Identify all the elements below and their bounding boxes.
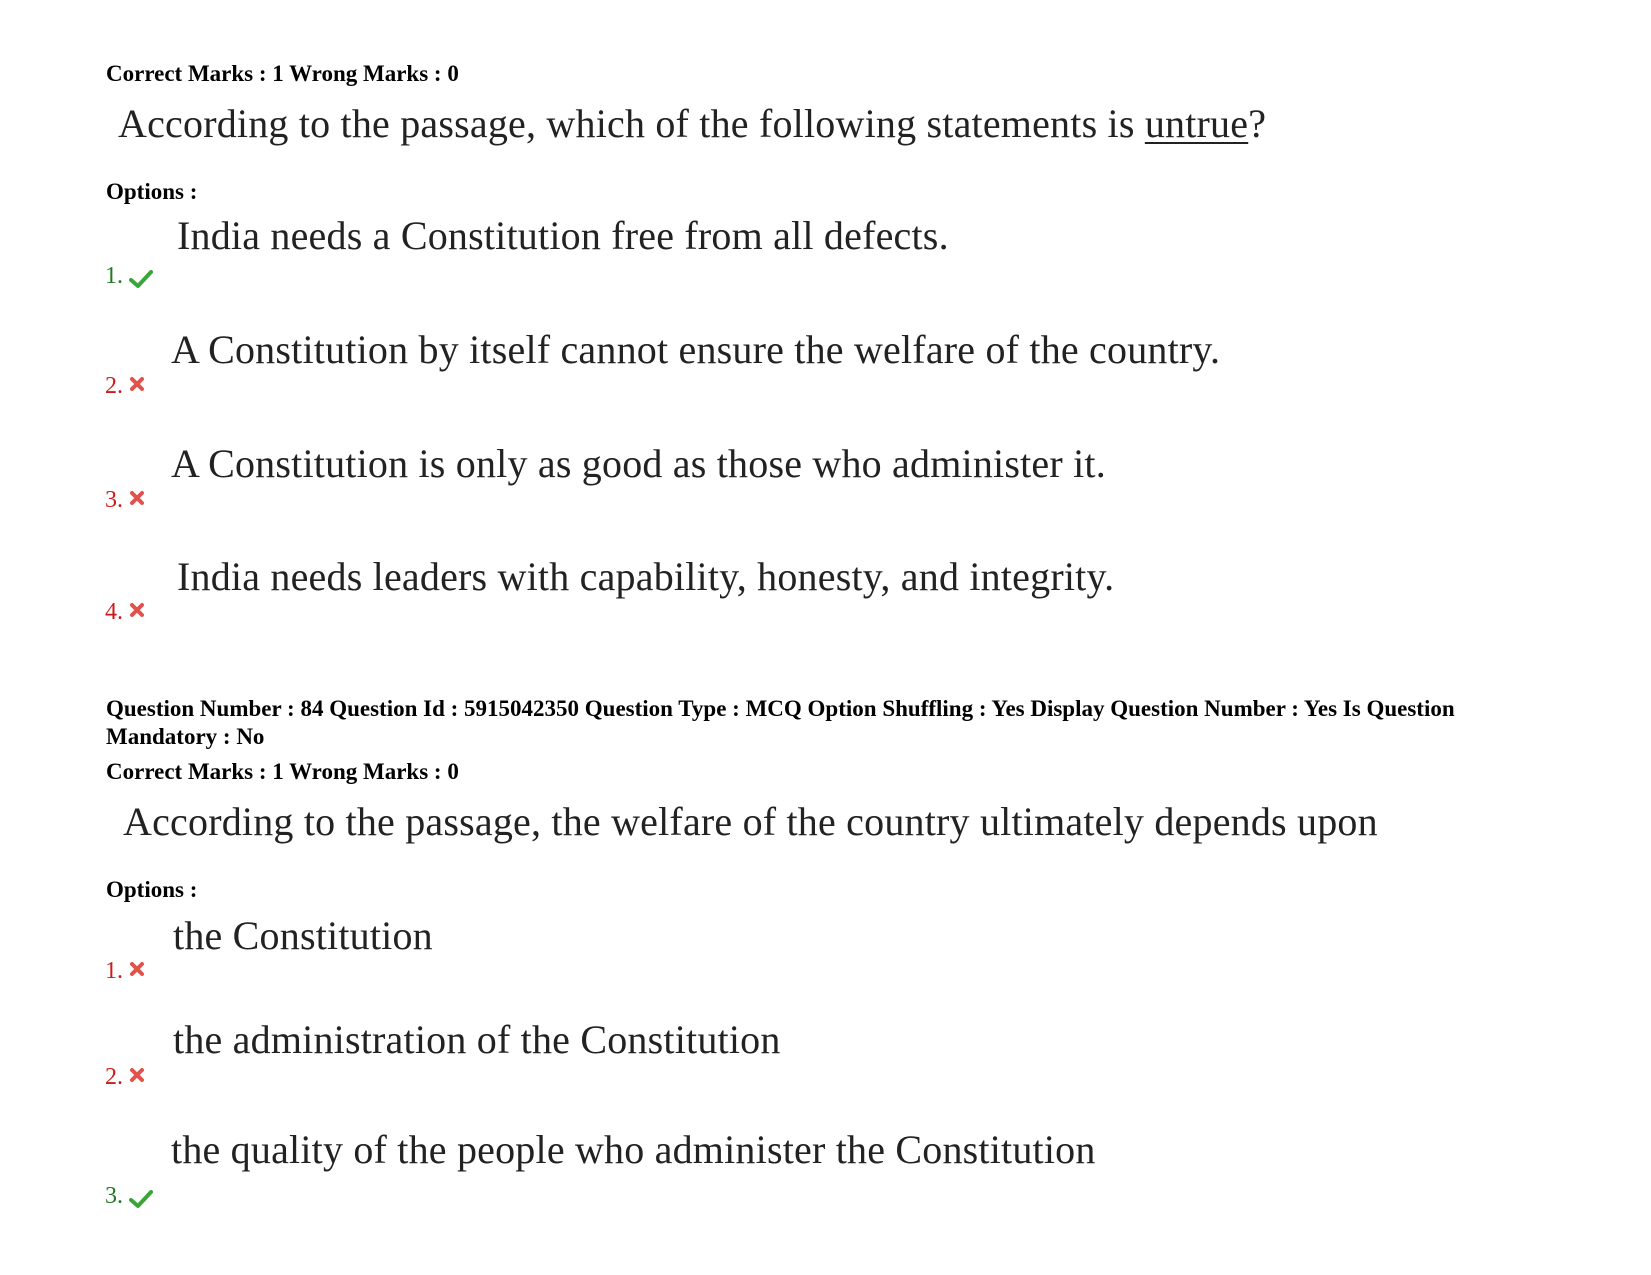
q83-option-2-number: 2. [105, 373, 123, 399]
q84-option-2-marker [105, 1063, 145, 1091]
q83-option-2-text: A Constitution by itself cannot ensure the welfare of the country. [171, 327, 1221, 372]
q84-marks: Correct Marks : 1 Wrong Marks : 0 [106, 759, 459, 784]
q84-header: Question Number : 84 Question Id : 5915042350 Question Type : MCQ Option Shuffling : Yes Display Question Number : Yes Is Question Mandatory : No [106, 696, 1455, 749]
q83-question-text [118, 100, 1266, 147]
cross-icon [129, 602, 145, 618]
q83-marks: Correct Marks : 1 Wrong Marks : 0 [106, 61, 459, 86]
q84-option-1-marker [105, 957, 145, 985]
cross-icon [129, 1067, 145, 1083]
cross-icon [129, 376, 145, 392]
q84-options-label: Options : [106, 877, 198, 902]
q83-option-1-text: India needs a Constitution free from all defects. [177, 213, 949, 258]
q83-question-underlined: untrue [1144, 101, 1249, 146]
q84-question-text: According to the passage, the welfare of the country ultimately depends upon [123, 799, 1378, 844]
checkmark-icon [129, 1189, 153, 1209]
cross-icon [129, 490, 145, 506]
q84-option-1-number: 1. [105, 958, 123, 984]
q84-option-2-number: 2. [105, 1064, 123, 1090]
q84-option-3-text: the quality of the people who administer the Constitution [171, 1127, 1096, 1172]
q84-option-1-text: the Constitution [173, 913, 433, 958]
q83-option-4-text: India needs leaders with capability, honesty, and integrity. [177, 554, 1115, 599]
q83-option-1-number: 1. [105, 263, 123, 289]
q83-option-2-marker [105, 372, 145, 400]
q84-option-2-text: the administration of the Constitution [173, 1017, 781, 1062]
q83-option-4-number: 4. [105, 599, 123, 625]
q83-question-prefix: According to the passage, which of the following statements is [118, 101, 1145, 146]
q83-option-1-marker [105, 262, 153, 290]
q83-option-4-marker [105, 598, 145, 626]
cross-icon [129, 961, 145, 977]
q84-option-3-number: 3. [105, 1183, 123, 1209]
q83-question-suffix: ? [1248, 101, 1267, 146]
q83-option-3-number: 3. [105, 487, 123, 513]
q83-option-3-text: A Constitution is only as good as those who administer it. [171, 441, 1106, 486]
q83-option-3-marker [105, 486, 145, 514]
q84-option-3-marker [105, 1182, 153, 1210]
checkmark-icon [129, 269, 153, 289]
q83-options-label: Options : [106, 179, 198, 204]
